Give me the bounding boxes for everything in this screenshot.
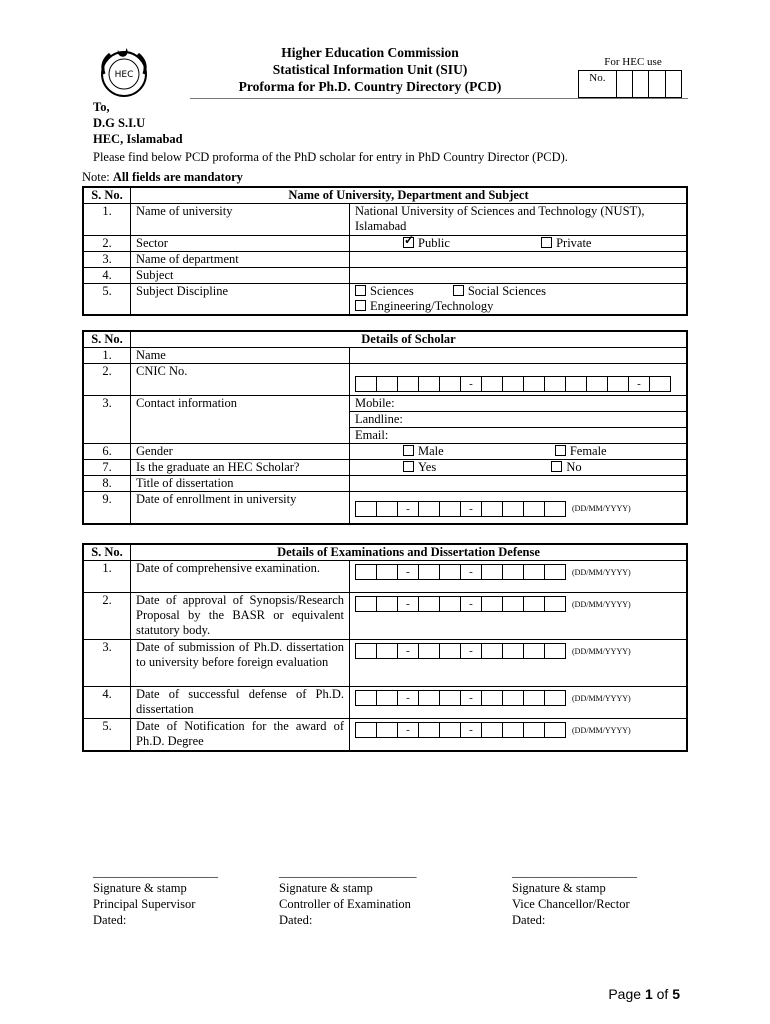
date-format-hint: (DD/MM/YYYY) [572, 599, 631, 609]
page-word: Page [608, 986, 642, 1002]
hec-logo [96, 44, 152, 100]
date-boxes[interactable] [355, 596, 566, 612]
dash: - [398, 597, 419, 611]
dash: - [461, 597, 482, 611]
intro-text: Please find below PCD proforma of the PhD scholar for entry in PhD Country Director (PCD). [93, 150, 568, 164]
male-checkbox[interactable] [403, 445, 414, 456]
public-label: Public [418, 236, 450, 250]
header-line1: Higher Education Commission [281, 45, 459, 60]
t1-header-sno: S. No. [83, 187, 131, 204]
dash: - [461, 691, 482, 705]
gender-options [350, 444, 688, 460]
t1-header-title: Name of University, Department and Subject [131, 187, 688, 204]
email-field[interactable]: Email: [355, 428, 389, 442]
row-label: Name of university [131, 204, 350, 236]
engineering-label: Engineering/Technology [370, 299, 494, 313]
note-prefix: Note: [82, 170, 110, 184]
cnic-boxes[interactable] [355, 376, 671, 392]
date-format-hint: (DD/MM/YYYY) [572, 646, 631, 656]
mobile-field[interactable]: Mobile: [350, 396, 686, 412]
date-format-hint: (DD/MM/YYYY) [572, 504, 631, 514]
date-boxes[interactable] [355, 643, 566, 659]
university-name-value[interactable]: National University of Sciences and Technology (NUST), Islamabad [350, 204, 688, 236]
contact-cell [350, 396, 688, 444]
date-boxes[interactable] [355, 690, 566, 706]
note-text: All fields are mandatory [112, 170, 243, 184]
row-label: Date of comprehensive examination. [131, 561, 350, 593]
dash: - [629, 377, 650, 391]
signature-role: Principal Supervisor [93, 897, 196, 911]
row-number: 8. [83, 476, 131, 492]
university-table [82, 186, 688, 316]
row-label: Gender [131, 444, 350, 460]
row-label: CNIC No. [131, 364, 350, 396]
date-boxes[interactable] [355, 501, 566, 517]
row-number: 7. [83, 460, 131, 476]
row-number: 3. [83, 640, 131, 687]
dash: - [461, 644, 482, 658]
page-current: 1 [644, 986, 653, 1002]
signature-label: Signature & stamp [512, 881, 606, 895]
row-number: 5. [83, 284, 131, 316]
social-sciences-checkbox[interactable] [453, 285, 464, 296]
dash: - [461, 565, 482, 579]
sciences-checkbox[interactable] [355, 285, 366, 296]
synopsis-approval-date[interactable] [350, 593, 688, 640]
signature-line[interactable]: ______________________ [279, 865, 417, 879]
signature-supervisor [93, 864, 218, 928]
page-total: 5 [672, 986, 680, 1002]
sciences-label: Sciences [370, 284, 414, 298]
male-label: Male [418, 444, 444, 458]
header-line3: Proforma for Ph.D. Country Directory (PCD) [238, 79, 502, 94]
row-number: 1. [83, 561, 131, 593]
notification-date[interactable] [350, 719, 688, 751]
address-to: To, [93, 100, 110, 114]
row-label: Date of successful defense of Ph.D. dissertation [131, 687, 350, 719]
svg-text:HEC: HEC [114, 70, 134, 80]
signature-controller [279, 864, 417, 928]
signature-role: Controller of Examination [279, 897, 411, 911]
t2-header-title: Details of Scholar [131, 331, 688, 348]
landline-field[interactable]: Landline: [350, 412, 686, 428]
dash: - [461, 723, 482, 737]
row-label: Is the graduate an HEC Scholar? [131, 460, 350, 476]
row-label: Date of submission of Ph.D. dissertation to university before foreign evaluation [131, 640, 350, 687]
engineering-checkbox[interactable] [355, 300, 366, 311]
cnic-field[interactable] [350, 364, 688, 396]
row-number: 6. [83, 444, 131, 460]
dash: - [398, 502, 419, 516]
row-label: Title of dissertation [131, 476, 350, 492]
dissertation-submission-date[interactable] [350, 640, 688, 687]
header-rule [190, 98, 688, 99]
row-label: Name of department [131, 252, 350, 268]
page-number [608, 986, 680, 1002]
row-label: Date of enrollment in university [131, 492, 350, 524]
row-label: Date of approval of Synopsis/Research Proposal by the BASR or equivalent statutory body. [131, 593, 350, 640]
row-number: 2. [83, 364, 131, 396]
social-sciences-label: Social Sciences [467, 284, 546, 298]
female-checkbox[interactable] [555, 445, 566, 456]
row-number: 2. [83, 593, 131, 640]
yes-checkbox[interactable] [403, 461, 414, 472]
hec-scholar-options [350, 460, 688, 476]
row-number: 4. [83, 687, 131, 719]
address-dg: D.G S.I.U [93, 116, 146, 130]
signature-dated: Dated: [512, 913, 546, 927]
date-format-hint: (DD/MM/YYYY) [572, 567, 631, 577]
hec-use-label: For HEC use [604, 56, 662, 68]
scholar-table [82, 330, 688, 525]
row-label: Contact information [131, 396, 350, 444]
t3-header-title: Details of Examinations and Dissertation Defense [131, 544, 688, 561]
date-boxes[interactable] [355, 722, 566, 738]
no-label: No [566, 460, 582, 474]
row-number: 2. [83, 236, 131, 252]
dash: - [398, 644, 419, 658]
signature-dated: Dated: [279, 913, 313, 927]
hec-no-label: No. [579, 71, 617, 97]
private-label: Private [556, 236, 592, 250]
examination-table [82, 543, 688, 752]
yes-label: Yes [418, 460, 437, 474]
signature-line[interactable]: ____________________ [512, 865, 637, 879]
dash: - [398, 691, 419, 705]
row-number: 5. [83, 719, 131, 751]
department-input[interactable] [350, 252, 688, 268]
signature-label: Signature & stamp [93, 881, 187, 895]
date-boxes[interactable] [355, 564, 566, 580]
row-number: 9. [83, 492, 131, 524]
dash: - [461, 377, 482, 391]
defense-date[interactable] [350, 687, 688, 719]
sector-options [350, 236, 688, 252]
header-line2: Statistical Information Unit (SIU) [272, 62, 468, 77]
no-checkbox[interactable] [551, 461, 562, 472]
public-checkbox[interactable] [403, 237, 414, 248]
t3-header-sno: S. No. [83, 544, 131, 561]
discipline-options [350, 284, 688, 316]
page-of: of [656, 986, 669, 1002]
name-input[interactable] [350, 348, 688, 364]
date-format-hint: (DD/MM/YYYY) [572, 725, 631, 735]
row-number: 3. [83, 396, 131, 444]
row-label: Subject [131, 268, 350, 284]
row-label: Subject Discipline [131, 284, 350, 316]
signature-dated: Dated: [93, 913, 127, 927]
row-number: 3. [83, 252, 131, 268]
signature-label: Signature & stamp [279, 881, 373, 895]
private-checkbox[interactable] [541, 237, 552, 248]
signature-vc [512, 864, 637, 928]
signature-line[interactable]: ____________________ [93, 865, 218, 879]
comprehensive-exam-date[interactable] [350, 561, 688, 593]
row-label: Name [131, 348, 350, 364]
row-number: 1. [83, 348, 131, 364]
subject-input[interactable] [350, 268, 688, 284]
enrollment-date-field[interactable] [350, 492, 688, 524]
dash: - [398, 723, 419, 737]
row-number: 1. [83, 204, 131, 236]
date-format-hint: (DD/MM/YYYY) [572, 693, 631, 703]
dash: - [461, 502, 482, 516]
dissertation-title-input[interactable] [350, 476, 688, 492]
dash: - [398, 565, 419, 579]
female-label: Female [569, 444, 607, 458]
t2-header-sno: S. No. [83, 331, 131, 348]
signature-role: Vice Chancellor/Rector [512, 897, 630, 911]
note [82, 170, 243, 185]
row-label: Sector [131, 236, 350, 252]
row-label: Date of Notification for the award of Ph.D. Degree [131, 719, 350, 751]
address-hec: HEC, Islamabad [93, 132, 183, 146]
row-number: 4. [83, 268, 131, 284]
hec-use-box[interactable] [578, 70, 682, 98]
